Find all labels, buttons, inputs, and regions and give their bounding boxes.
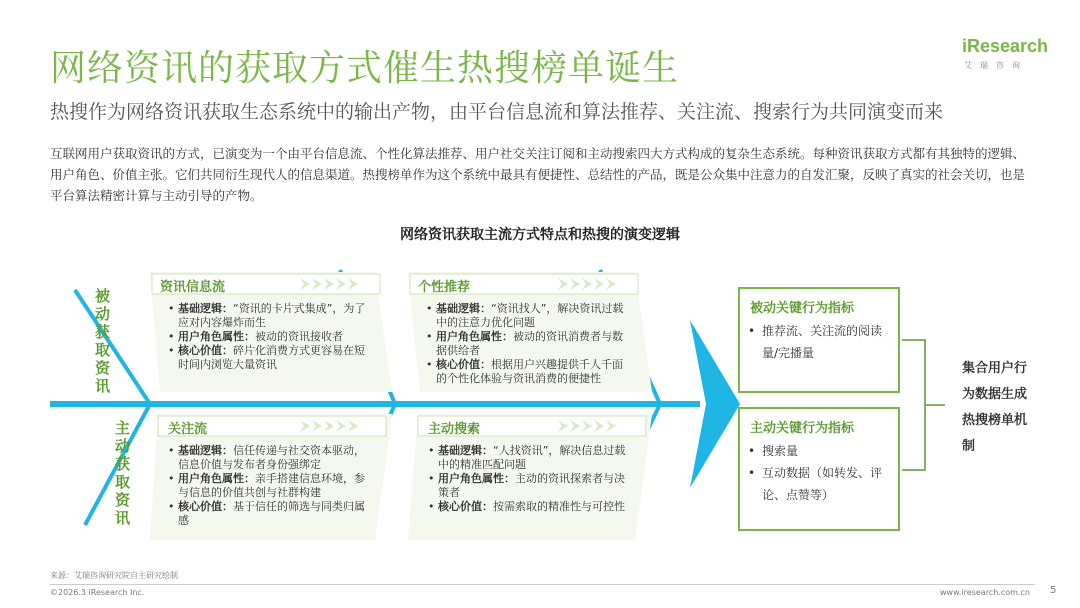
copyright: ©2026.3 iResearch Inc. <box>50 588 145 597</box>
page-subtitle: 热搜作为网络资讯获取生态系统中的输出产物，由平台信息流和算法推荐、关注流、搜索行为共同演变而来 <box>50 101 944 123</box>
bullet-item: • 基础逻辑：信任传递与社交资本驱动，信息价值与发布者身份强绑定 <box>168 444 373 472</box>
bullet-item: • 用户角色属性：被动的资讯消费者与数据供给者 <box>426 330 631 358</box>
bullet-item: • 用户角色属性：被动的资讯接收者 <box>168 330 373 344</box>
passive-indicator-items <box>748 320 888 364</box>
footer-divider <box>50 584 1035 585</box>
bullet-item: • 核心价值：碎片化消费方式更容易在短时间内浏览大量资讯 <box>168 344 373 372</box>
indicator-item: • 互动数据（如转发、评论、点赞等） <box>748 462 888 506</box>
active-label: 主动获取资讯 <box>113 420 131 528</box>
active-indicator-items <box>748 440 888 506</box>
diagram-title: 网络资讯获取主流方式特点和热搜的演变逻辑 <box>400 227 680 243</box>
bullet-item: • 核心价值：根据用户兴趣提供千人千面的个性化体验与资讯消费的便捷性 <box>426 358 631 386</box>
active-indicator-title: 主动关键行为指标 <box>750 421 855 436</box>
page-number: 5 <box>1050 585 1057 596</box>
conclusion-text: 集合用户行为数据生成热搜榜单机制 <box>962 361 1028 454</box>
passive-indicator-title: 被动关键行为指标 <box>750 301 855 316</box>
logo-brand: iResearch <box>962 36 1049 56</box>
bullet-item: • 用户角色属性：主动的资讯探索者与决策者 <box>428 472 628 500</box>
passive-label: 被动获取资讯 <box>93 288 111 396</box>
card-body-recommend <box>426 302 631 386</box>
bullet-item: • 核心价值：基于信任的筛选与同类归属感 <box>168 500 373 528</box>
card-title-active-search: 主动搜索 <box>428 422 481 437</box>
bullet-item: • 基础逻辑：“资讯的卡片式集成”，为了应对内容爆炸而生 <box>168 302 373 330</box>
card-title-info-flow: 资讯信息流 <box>160 280 226 295</box>
bullet-item: • 基础逻辑：“人找资讯”，解决信息过载中的精准匹配问题 <box>428 444 628 472</box>
page-title: 网络资讯的获取方式催生热搜榜单诞生 <box>50 48 680 89</box>
intro-paragraph: 互联网用户获取资讯的方式，已演变为一个由平台信息流、个性化算法推荐、用户社交关注订阅和主动搜索四大方式构成的复杂生态系统。每种资讯获取方式都有其独特的逻辑、用户角色、价值主张。它们共同衍生现代人的信息渠道。热搜榜单作为这个系统中最具有便捷性、总结性的产品，既是公众集中注意力的自发汇聚，反映了真实的社会关切，也是平台算法精密计算与主动引导的产物。 <box>50 146 1026 203</box>
card-body-follow-flow <box>168 444 373 528</box>
passive-indicator-box <box>738 287 900 393</box>
logo-cn: 艾瑞咨询 <box>964 61 1028 70</box>
card-body-active-search <box>428 444 628 514</box>
bracket-connector <box>902 340 945 470</box>
card-body-info-flow <box>168 302 373 372</box>
card-title-follow-flow: 关注流 <box>168 422 208 437</box>
bullet-item: • 用户角色属性：亲手搭建信息环境，参与信息的价值共创与社群构建 <box>168 472 373 500</box>
card-title-recommend: 个性推荐 <box>418 280 471 295</box>
website-link[interactable]: www.iresearch.com.cn <box>940 588 1030 597</box>
bullet-item: • 核心价值：按需索取的精准性与可控性 <box>428 500 628 514</box>
indicator-item: • 搜索量 <box>748 440 888 462</box>
source-note: 来源：艾瑞咨询研究院自主研究绘制 <box>50 571 178 580</box>
active-indicator-box <box>738 407 900 531</box>
bullet-item: • 基础逻辑：“资讯找人”，解决资讯过载中的注意力优化问题 <box>426 302 631 330</box>
indicator-item: • 推荐流、关注流的阅读量/完播量 <box>748 320 888 364</box>
